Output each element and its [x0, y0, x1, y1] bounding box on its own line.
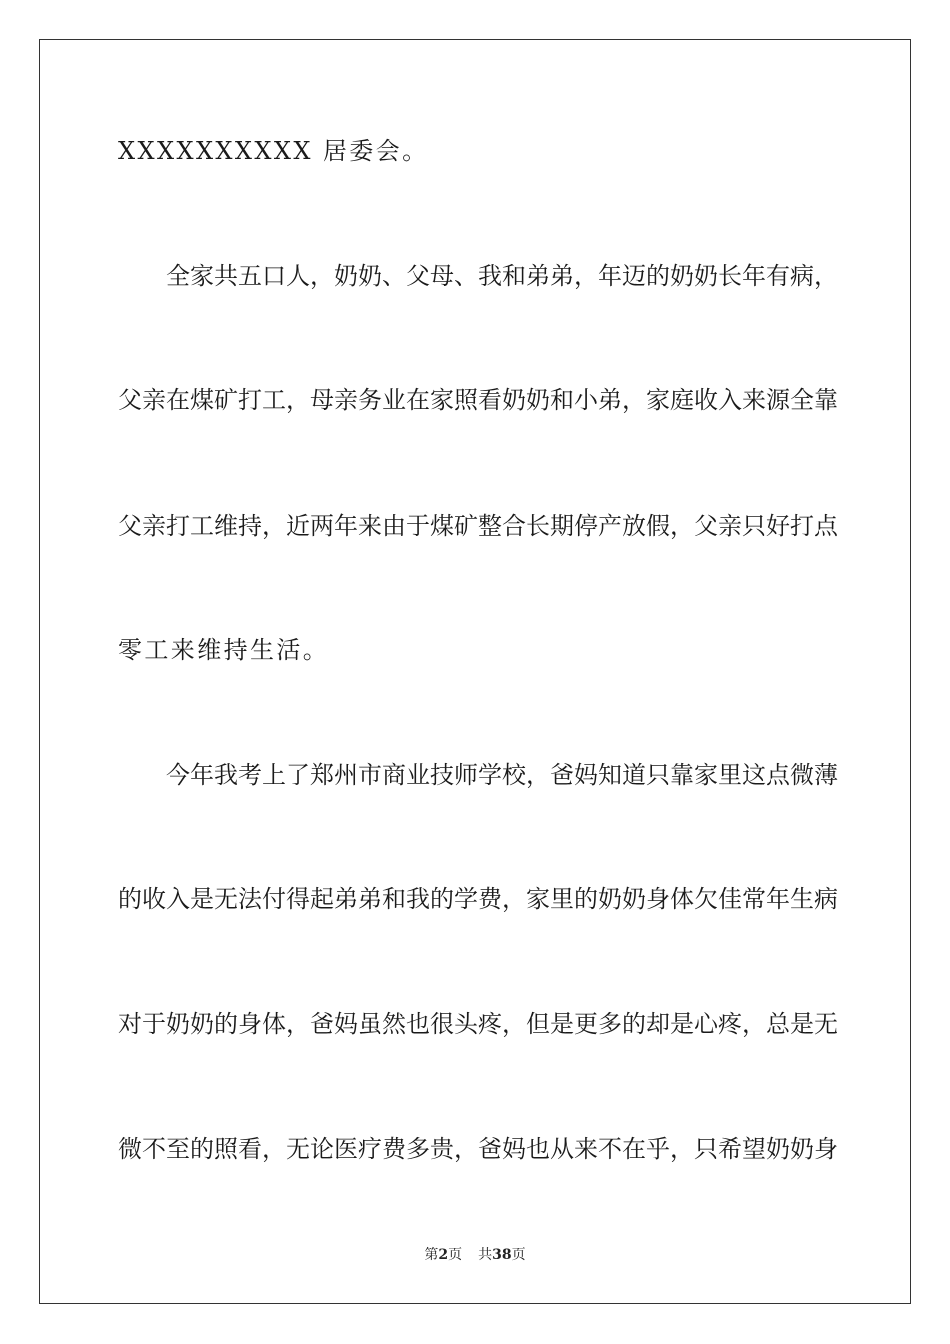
page-number: 2: [438, 1247, 449, 1263]
text-line-4: 父亲打工维持，近两年来由于煤矿整合长期停产放假，父亲只好打点: [118, 512, 838, 540]
total-pages-prefix: 共: [478, 1247, 493, 1263]
text-line-3: 父亲在煤矿打工，母亲务业在家照看奶奶和小弟，家庭收入来源全靠: [118, 386, 838, 414]
total-pages-suffix: 页: [511, 1247, 526, 1263]
page-number-suffix: 页: [448, 1247, 463, 1263]
text-line-1: XXXXXXXXXX 居委会。: [118, 137, 429, 165]
page-footer: [0, 1246, 950, 1264]
text-line-2: 全家共五口人，奶奶、父母、我和弟弟，年迈的奶奶长年有病，: [118, 262, 838, 290]
page-number-prefix: 第: [424, 1247, 439, 1263]
page-border: [39, 39, 911, 1304]
total-pages: 38: [492, 1247, 512, 1263]
text-line-7: 的收入是无法付得起弟弟和我的学费，家里的奶奶身体欠佳常年生病: [118, 885, 838, 913]
text-line-5: 零工来维持生活。: [118, 636, 330, 664]
text-line-9: 微不至的照看，无论医疗费多贵，爸妈也从来不在乎，只希望奶奶身: [118, 1135, 838, 1163]
text-line-8: 对于奶奶的身体，爸妈虽然也很头疼，但是更多的却是心疼，总是无: [118, 1010, 838, 1038]
text-line-6: 今年我考上了郑州市商业技师学校，爸妈知道只靠家里这点微薄: [118, 761, 838, 789]
